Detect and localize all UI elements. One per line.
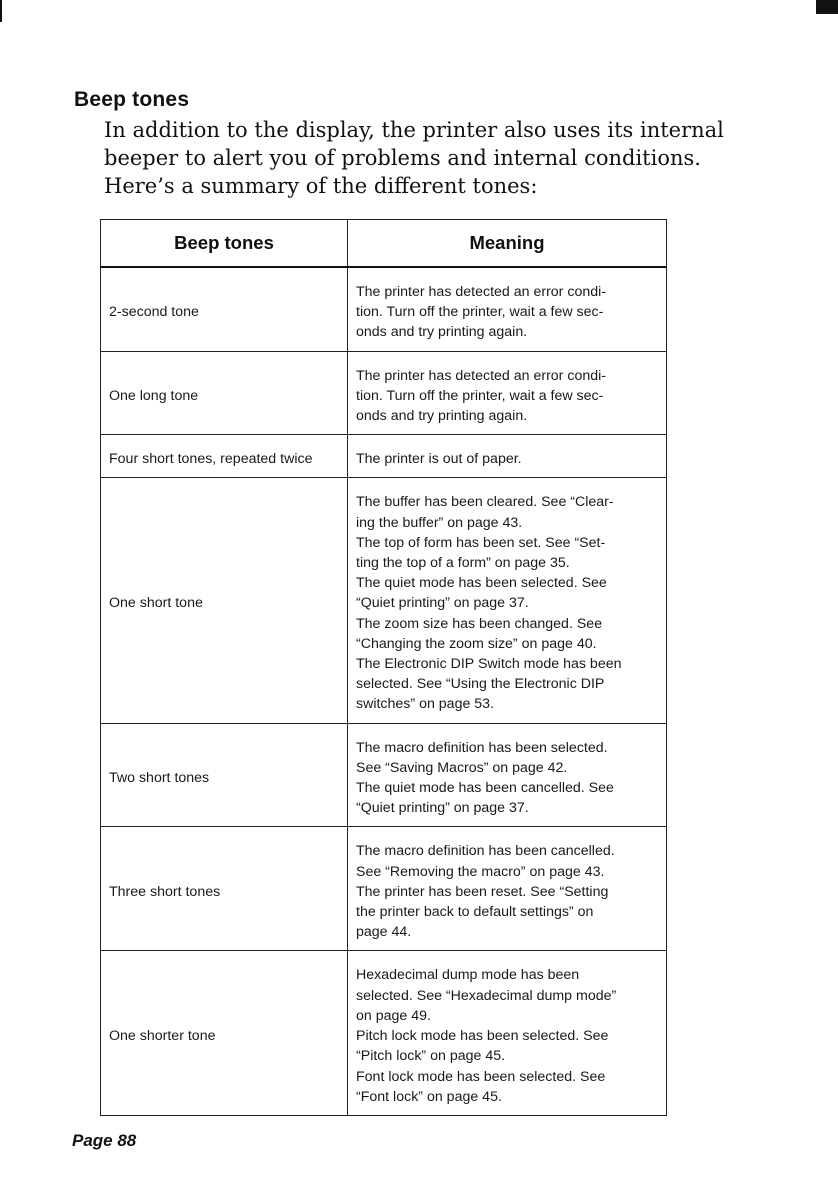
row-spacer	[101, 267, 667, 274]
tone-cell: One shorter tone	[101, 957, 348, 1115]
meaning-cell	[348, 957, 667, 1115]
meaning-cell	[348, 441, 667, 478]
meaning-cell	[348, 730, 667, 827]
page-number: Page 88	[72, 1131, 137, 1150]
meaning-line: onds and try printing again.	[356, 408, 528, 425]
table-row	[101, 274, 667, 351]
meaning-line: selected. See “Using the Electronic DIP	[356, 676, 605, 693]
header-meaning: Meaning	[348, 220, 667, 268]
meaning-line: The printer has been reset. See “Setting	[356, 883, 609, 900]
table-row	[101, 484, 667, 723]
meaning-line: “Pitch lock” on page 45.	[356, 1048, 506, 1065]
table-header-row	[101, 220, 667, 268]
tone-cell: One short tone	[101, 484, 348, 723]
meaning-line: The Electronic DIP Switch mode has been	[356, 656, 622, 673]
tone-cell: 2-second tone	[101, 274, 348, 351]
meaning-line: See “Removing the macro” on page 43.	[356, 863, 605, 880]
meaning-line: “Font lock” on page 45.	[356, 1088, 502, 1105]
intro-paragraph: In addition to the display, the printer also uses its internal beeper to alert you of problems and internal conditions. Here’s a summary of the different tones:	[104, 118, 724, 198]
meaning-line: onds and try printing again.	[356, 324, 528, 341]
tone-cell: Two short tones	[101, 730, 348, 827]
meaning-line: “Changing the zoom size” on page 40.	[356, 635, 597, 652]
beep-tones-table	[100, 219, 667, 1116]
table-body	[101, 267, 667, 1115]
meaning-cell	[348, 484, 667, 723]
scan-edge-mark-right	[816, 0, 838, 14]
meaning-line: The printer has detected an error condi-	[356, 367, 606, 384]
meaning-line: tion. Turn off the printer, wait a few sec-	[356, 304, 604, 321]
meaning-line: The printer is out of paper.	[356, 451, 522, 468]
meaning-line: The macro definition has been cancelled.	[356, 843, 615, 860]
meaning-line: Hexadecimal dump mode has been	[356, 967, 580, 984]
spacer-cell	[348, 267, 667, 274]
meaning-line: See “Saving Macros” on page 42.	[356, 759, 568, 776]
meaning-line: Pitch lock mode has been selected. See	[356, 1028, 609, 1045]
meaning-line: ting the top of a form” on page 35.	[356, 555, 570, 572]
meaning-cell	[348, 833, 667, 951]
meaning-line: switches” on page 53.	[356, 696, 495, 713]
table-row	[101, 833, 667, 951]
meaning-line: page 44.	[356, 924, 412, 941]
spacer-cell	[101, 267, 348, 274]
meaning-line: Font lock mode has been selected. See	[356, 1068, 606, 1085]
table-row	[101, 730, 667, 827]
meaning-line: The buffer has been cleared. See “Clear-	[356, 494, 614, 511]
meaning-line: “Quiet printing” on page 37.	[356, 800, 529, 817]
scan-edge-mark-left	[0, 0, 2, 22]
table-row	[101, 358, 667, 435]
meaning-line: the printer back to default settings” on	[356, 904, 594, 921]
meaning-line: tion. Turn off the printer, wait a few sec-	[356, 387, 604, 404]
meaning-line: ing the buffer” on page 43.	[356, 514, 523, 531]
meaning-line: The macro definition has been selected.	[356, 739, 608, 756]
meaning-cell	[348, 358, 667, 435]
tone-cell: Four short tones, repeated twice	[101, 441, 348, 478]
meaning-line: The zoom size has been changed. See	[356, 615, 603, 632]
tone-cell: Three short tones	[101, 833, 348, 951]
meaning-line: The quiet mode has been cancelled. See	[356, 780, 614, 797]
meaning-line: The printer has detected an error condi-	[356, 284, 606, 300]
meaning-line: “Quiet printing” on page 37.	[356, 595, 529, 612]
meaning-line: on page 49.	[356, 1007, 431, 1024]
meaning-line: selected. See “Hexadecimal dump mode”	[356, 987, 617, 1004]
table-row	[101, 441, 667, 478]
header-beep-tones: Beep tones	[101, 220, 348, 268]
meaning-line: The quiet mode has been selected. See	[356, 575, 607, 592]
table-row	[101, 957, 667, 1115]
section-heading: Beep tones	[74, 88, 190, 111]
meaning-line: The top of form has been set. See “Set-	[356, 534, 606, 551]
tone-cell: One long tone	[101, 358, 348, 435]
meaning-cell	[348, 274, 667, 351]
